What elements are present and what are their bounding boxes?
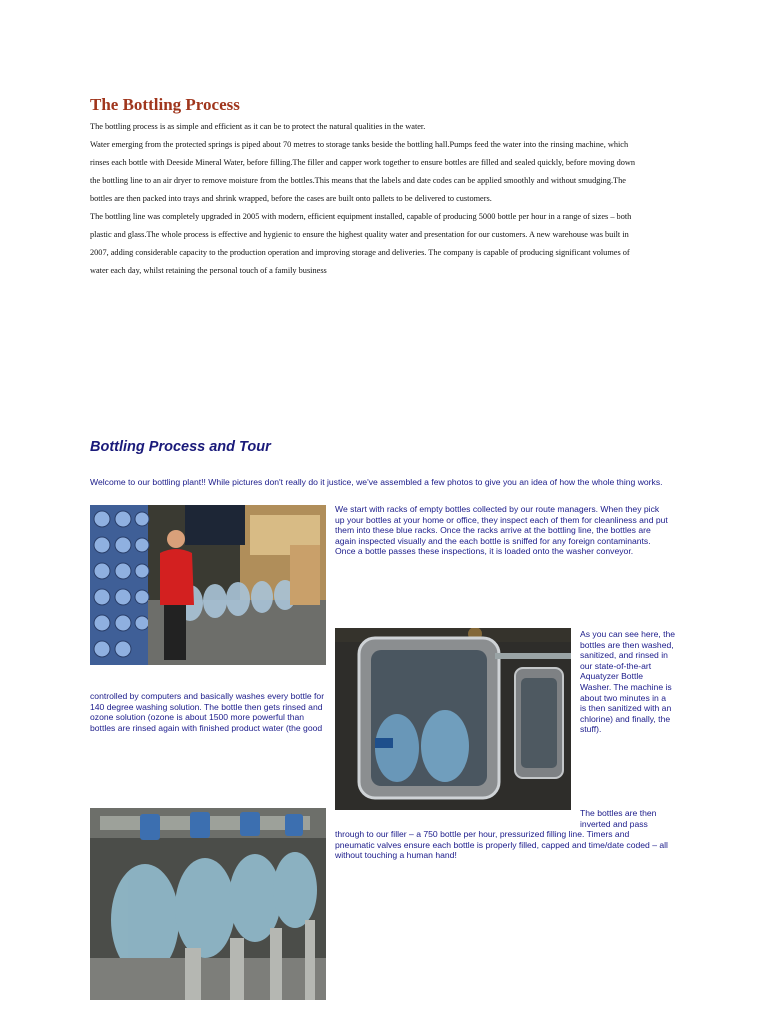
section-title-bottling-tour: Bottling Process and Tour [90, 439, 271, 455]
text-line: sanitized, and rinsed in [580, 650, 668, 661]
text-line: plastic and glass.The whole process is effective and hygienic to ensure the highest quality water and presentation for our customers. A new warehouse was built in [90, 230, 629, 239]
text-line: up your bottles at your home or office, they inspect each of them for cleanliness and put [335, 514, 668, 525]
text-line: through to our filler – a 750 bottle per hour, pressurized filling line. Timers and [335, 829, 630, 839]
text-line: inverted and pass [580, 818, 648, 829]
photo-filler-line [90, 808, 326, 1000]
text-line: stuff). [580, 724, 602, 735]
text-line: Washer. The machine is [580, 681, 672, 692]
text-line: about two minutes in a [580, 692, 666, 703]
text-line: pneumatic valves ensure each bottle is properly filled, capped and time/date coded – all [335, 839, 668, 850]
text-line: The bottling line was completely upgraded in 2005 with modern, efficient equipment installed, capable of producing 5000 bottle per hour in a range of sizes – both [90, 212, 632, 221]
text-line: water each day, whilst retaining the personal touch of a family business [90, 266, 327, 275]
text-line: bottles are rinsed again with finished product water (the good [90, 722, 323, 733]
text-line: The bottles are then [580, 808, 657, 818]
text-line: our state-of-the-art [580, 660, 652, 671]
section-title-bottling-process: The Bottling Process [90, 95, 240, 114]
text-line: We start with racks of empty bottles collected by our route managers. When they pick [335, 504, 660, 514]
tour-paragraph-washer-right [580, 629, 675, 735]
photo-bottle-washer [335, 628, 571, 810]
tour-intro-text: Welcome to our bottling plant!! While pictures don't really do it justice, we've assembled a few photos to give you an idea of how the whole thing works. [90, 477, 663, 487]
text-line: them into these blue racks. Once the racks arrive at the bottling line, the bottles are [335, 525, 651, 536]
text-line: bottles are then washed, [580, 639, 674, 650]
text-line: ozone solution (ozone is about 1500 more powerful than [90, 712, 305, 723]
tour-paragraph-filler [335, 829, 668, 861]
text-line: without touching a human hand! [335, 850, 457, 861]
tour-paragraph-washer-left [90, 691, 324, 733]
text-line: The bottling process is as simple and efficient as it can be to protect the natural qualities in the water. [90, 122, 426, 131]
text-line: As you can see here, the [580, 629, 676, 639]
text-line: 2007, adding considerable capacity to the production operation and improving storage and deliveries. The company is capable of producing significant volumes of [90, 248, 630, 257]
tour-paragraph-filler-right [580, 808, 656, 829]
text-line: chlorine) and finally, the [580, 713, 671, 724]
text-line: bottles are then packed into trays and shrink wrapped, before the cases are built onto pallets to be delivered to customers. [90, 194, 492, 203]
bottling-process-text [90, 118, 690, 280]
text-line: rinses each bottle with Deeside Mineral Water, before filling.The filler and capper work together to ensure bottles are filled and sealed quickly, before moving down [90, 158, 636, 167]
text-line: the bottling line to an air dryer to remove moisture from the bottles.This means that the labels and date codes can be applied smoothly and without smudging.The [90, 176, 626, 185]
text-line: again inspected visually and the each bottle is sniffed for any foreign contaminants. [335, 535, 651, 546]
text-line: 140 degree washing solution. The bottle then gets rinsed and [90, 701, 323, 712]
text-line: controlled by computers and basically washes every bottle for [90, 691, 325, 701]
tour-paragraph-racks [335, 504, 668, 557]
text-line: Once a bottle passes these inspections, it is loaded onto the washer conveyor. [335, 546, 634, 557]
text-line: Aquatyzer Bottle [580, 671, 644, 682]
text-line: Water emerging from the protected springs is piped about 70 metres to storage tanks beside the bottling hall.Pumps feed the water into the rinsing machine, which [90, 140, 629, 149]
text-line: is then sanitized with an [580, 703, 672, 714]
photo-worker-racks [90, 505, 326, 665]
